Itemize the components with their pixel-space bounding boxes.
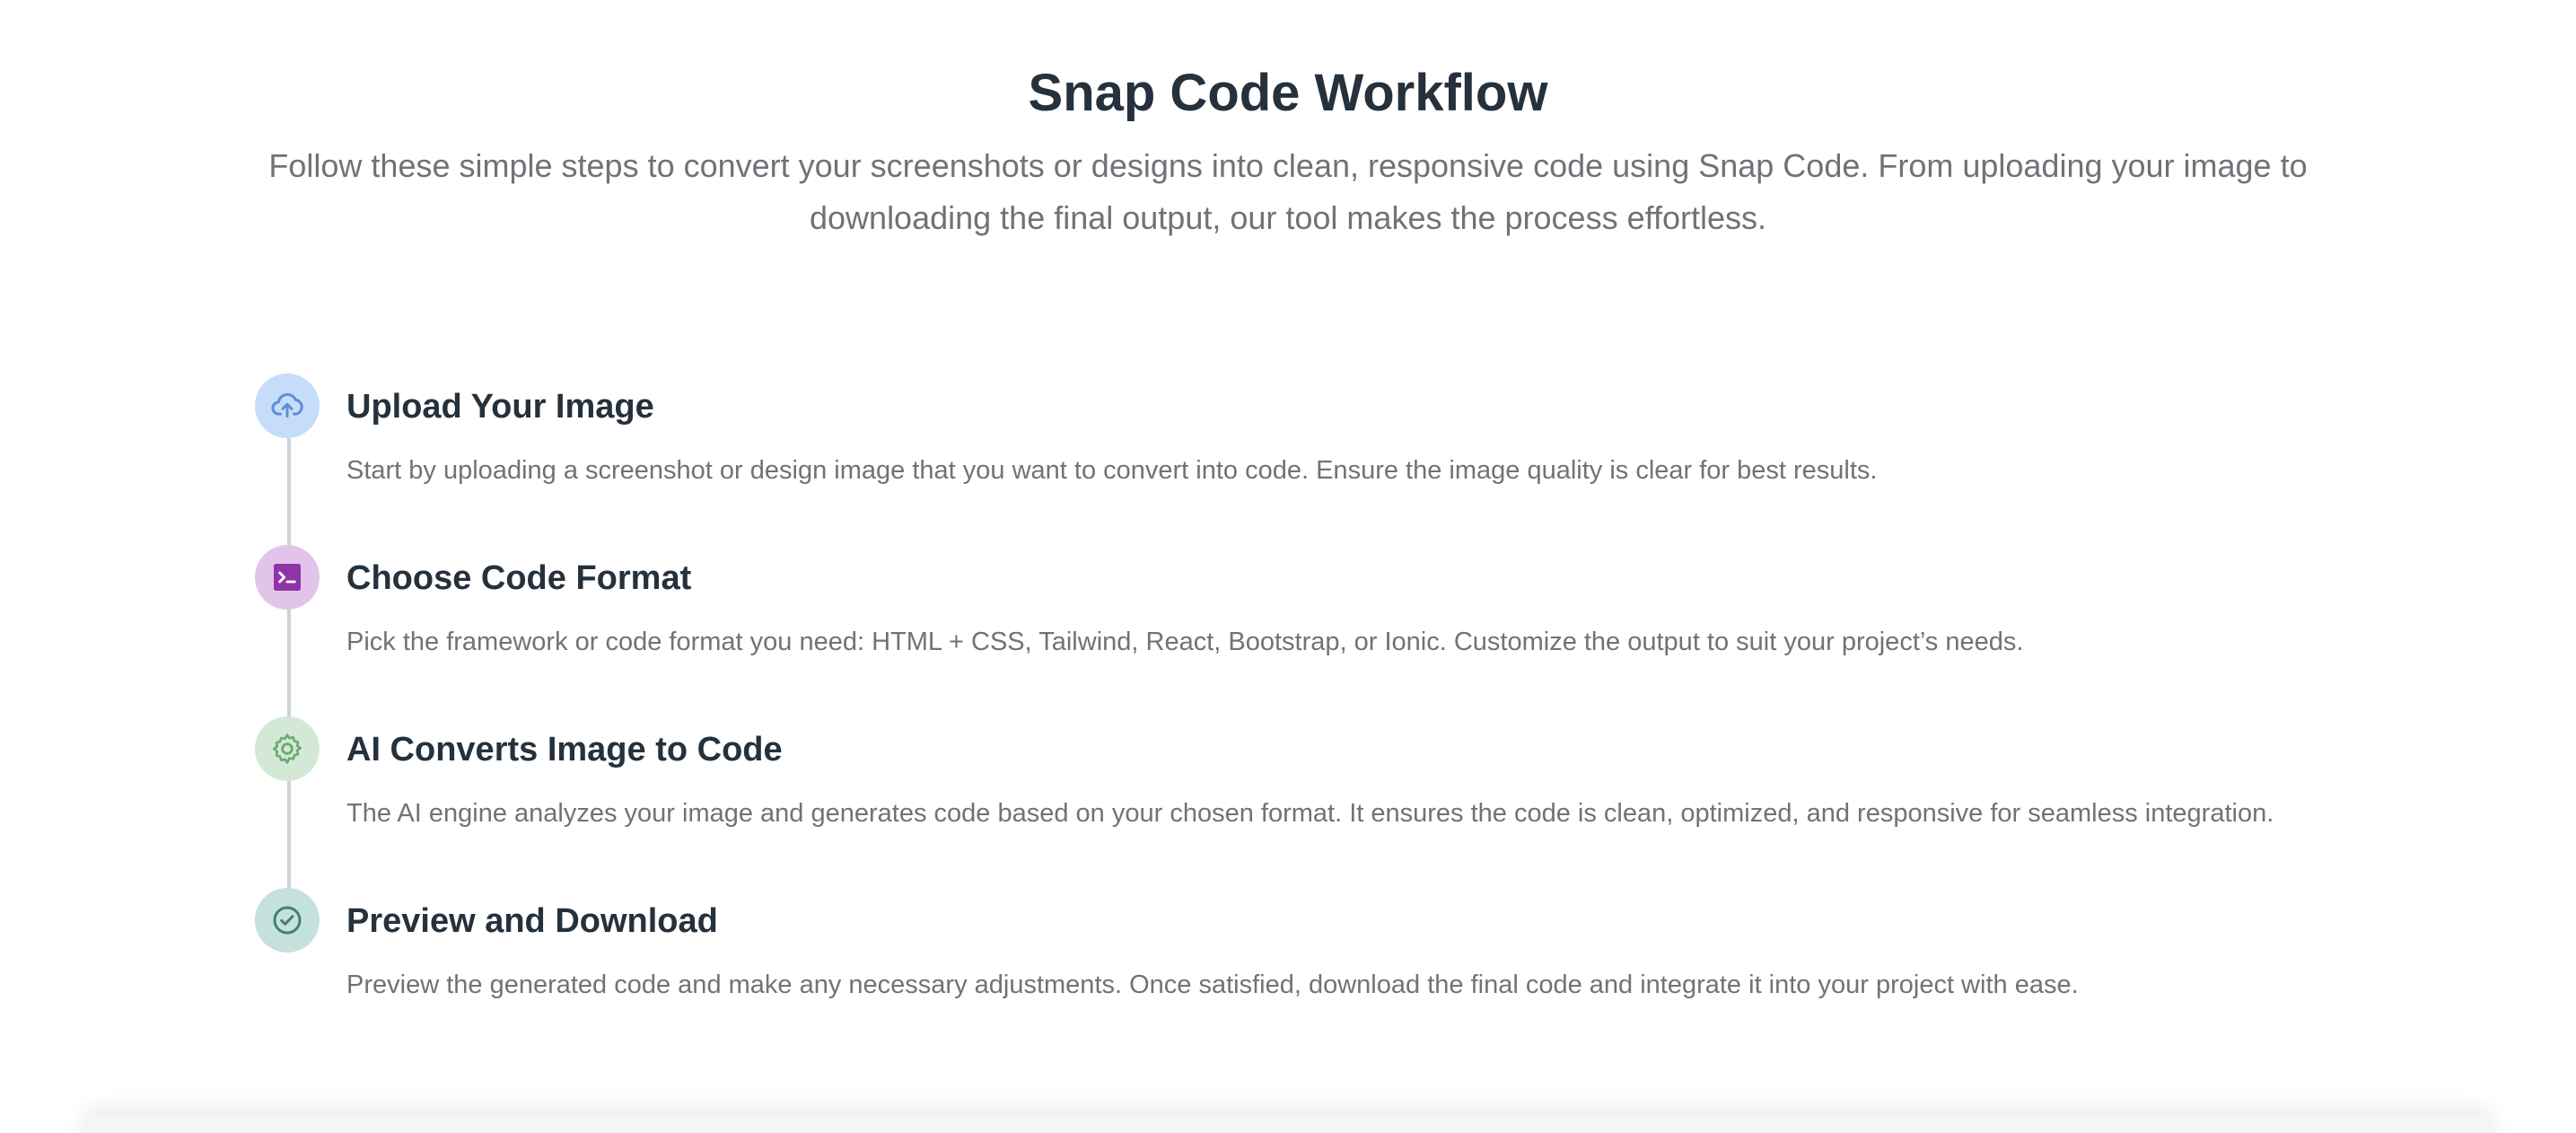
cloud-upload-icon: [255, 373, 320, 438]
page-title: Snap Code Workflow: [1028, 64, 1548, 122]
workflow-step-ai-convert: [255, 716, 2409, 878]
step-description: The AI engine analyzes your image and generates code based on your chosen format. It ensures the code is clean, optimized, and responsive for seamless integration.: [346, 799, 2274, 828]
workflow-timeline: [255, 373, 2409, 1002]
workflow-step-preview-download: [255, 888, 2409, 1050]
workflow-step-format: [255, 545, 2409, 707]
step-title: Preview and Download: [346, 902, 718, 940]
step-title: Choose Code Format: [346, 559, 692, 597]
page-description: Follow these simple steps to convert your screenshots or designs into clean, responsive code using Snap Code. From uploading your image to downloading the final output, our tool makes the process effortless.: [268, 147, 2308, 236]
step-title: AI Converts Image to Code: [346, 731, 783, 769]
gear-icon: [255, 716, 320, 781]
workflow-step-upload: [255, 373, 2409, 535]
next-section-shadow: [81, 1115, 2495, 1133]
step-description: Preview the generated code and make any necessary adjustments. Once satisfied, download the final code and integrate it into your project with ease.: [346, 971, 2079, 999]
step-description: Pick the framework or code format you need: HTML + CSS, Tailwind, React, Bootstrap, or Ionic. Customize the output to suit your project’s needs.: [346, 628, 2024, 656]
check-circle-icon: [255, 888, 320, 953]
step-description: Start by uploading a screenshot or design image that you want to convert into code. Ensure the image quality is clear for best results.: [346, 456, 1878, 485]
step-title: Upload Your Image: [346, 388, 654, 426]
terminal-icon: [255, 545, 320, 610]
